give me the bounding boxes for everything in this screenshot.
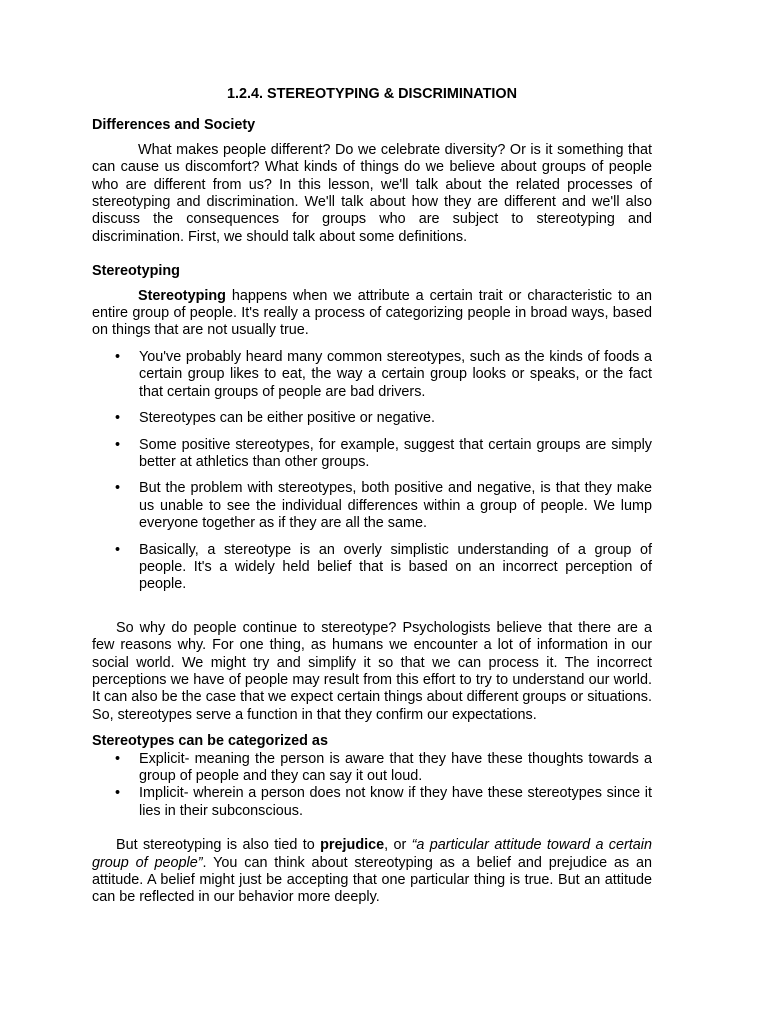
term-prejudice: prejudice: [320, 837, 385, 854]
list-item: [92, 437, 652, 472]
stereotype-categories-list: [92, 751, 652, 821]
bullet-icon: •: [115, 410, 121, 427]
list-item-text: Implicit- wherein a person does not know if they have these stereotypes since it lies in their subconscious.: [139, 785, 652, 819]
document-page: [92, 86, 652, 907]
bullet-icon: •: [115, 785, 121, 802]
prejudice-text-3: . You can think about stereotyping as a belief and prejudice as an attitude. A belief might just be accepting that one particular thing is true. But an attitude can be reflected in our behavior more deeply.: [92, 854, 653, 906]
bullet-icon: •: [115, 480, 121, 497]
paragraph-stereotyping-definition: [92, 288, 652, 340]
list-item-text: Explicit- meaning the person is aware that they have these thoughts towards a group of people and they can say it out loud.: [139, 750, 652, 784]
bullet-icon: •: [115, 541, 121, 558]
page-title: 1.2.4. STEREOTYPING & DISCRIMINATION: [227, 86, 517, 102]
list-item-text: Some positive stereotypes, for example, suggest that certain groups are simply better at athletics than other groups.: [139, 436, 652, 470]
definition-text: happens when we attribute a certain trait or characteristic to an entire group of people. It's really a process of categorizing people in broad ways, based on things that are not usually true.: [92, 287, 652, 339]
prejudice-text-2: , or: [384, 837, 412, 854]
prejudice-text-1: But stereotyping is also tied to: [116, 837, 321, 854]
list-item: [92, 480, 652, 532]
stereotype-facts-list: [92, 349, 652, 594]
list-item: [92, 410, 652, 427]
list-item: [92, 751, 652, 786]
paragraph-prejudice: [92, 837, 652, 907]
paragraph-why-stereotype: So why do people continue to stereotype? Psychologists believe that there are a few reasons why. For one thing, as humans we encounter a lot of information in our social world. We might try and simplify it so that we can process it. The incorrect perceptions we have of people may result from this effort to try to understand our world. It can also be the case that we expect certain things about different groups or situations. So, stereotypes serve a function in that they confirm our expectations.: [92, 619, 652, 723]
list-item: [92, 349, 652, 401]
list-item: [92, 542, 652, 594]
bullet-icon: •: [115, 750, 121, 767]
paragraph-differences: What makes people different? Do we celebrate diversity? Or is it something that can cause us discomfort? What kinds of things do we believe about groups of people who are different from us? In this lesson, we'll talk about the related processes of stereotyping and discrimination. We'll talk about how they are different and we'll also discuss the consequences for groups who are subject to stereotyping and discrimination. First, we should talk about some definitions.: [92, 141, 652, 245]
bullet-icon: •: [115, 436, 121, 453]
list-item: [92, 785, 652, 820]
prejudice-definition-quote: “a particular attitude toward a certain group of people”: [92, 837, 652, 871]
bullet-icon: •: [115, 348, 121, 365]
section-heading-differences: Differences and Society: [92, 117, 256, 134]
list-item-text: But the problem with stereotypes, both positive and negative, is that they make us unable to see the individual differences within a group of people. We lump everyone together as if they are all the same.: [139, 480, 652, 532]
list-item-text: Basically, a stereotype is an overly simplistic understanding of a group of people. It's a widely held belief that is based on an incorrect perception of people.: [139, 541, 652, 593]
list-item-text: Stereotypes can be either positive or negative.: [139, 410, 435, 427]
list-item-text: You've probably heard many common stereotypes, such as the kinds of foods a certain group likes to eat, the way a certain group looks or speaks, or the fact that certain groups of people are bad drivers.: [139, 348, 652, 400]
section-heading-stereotyping: Stereotyping: [92, 263, 180, 280]
section-heading-categories: Stereotypes can be categorized as: [92, 733, 328, 750]
term-stereotyping: Stereotyping: [138, 287, 226, 304]
